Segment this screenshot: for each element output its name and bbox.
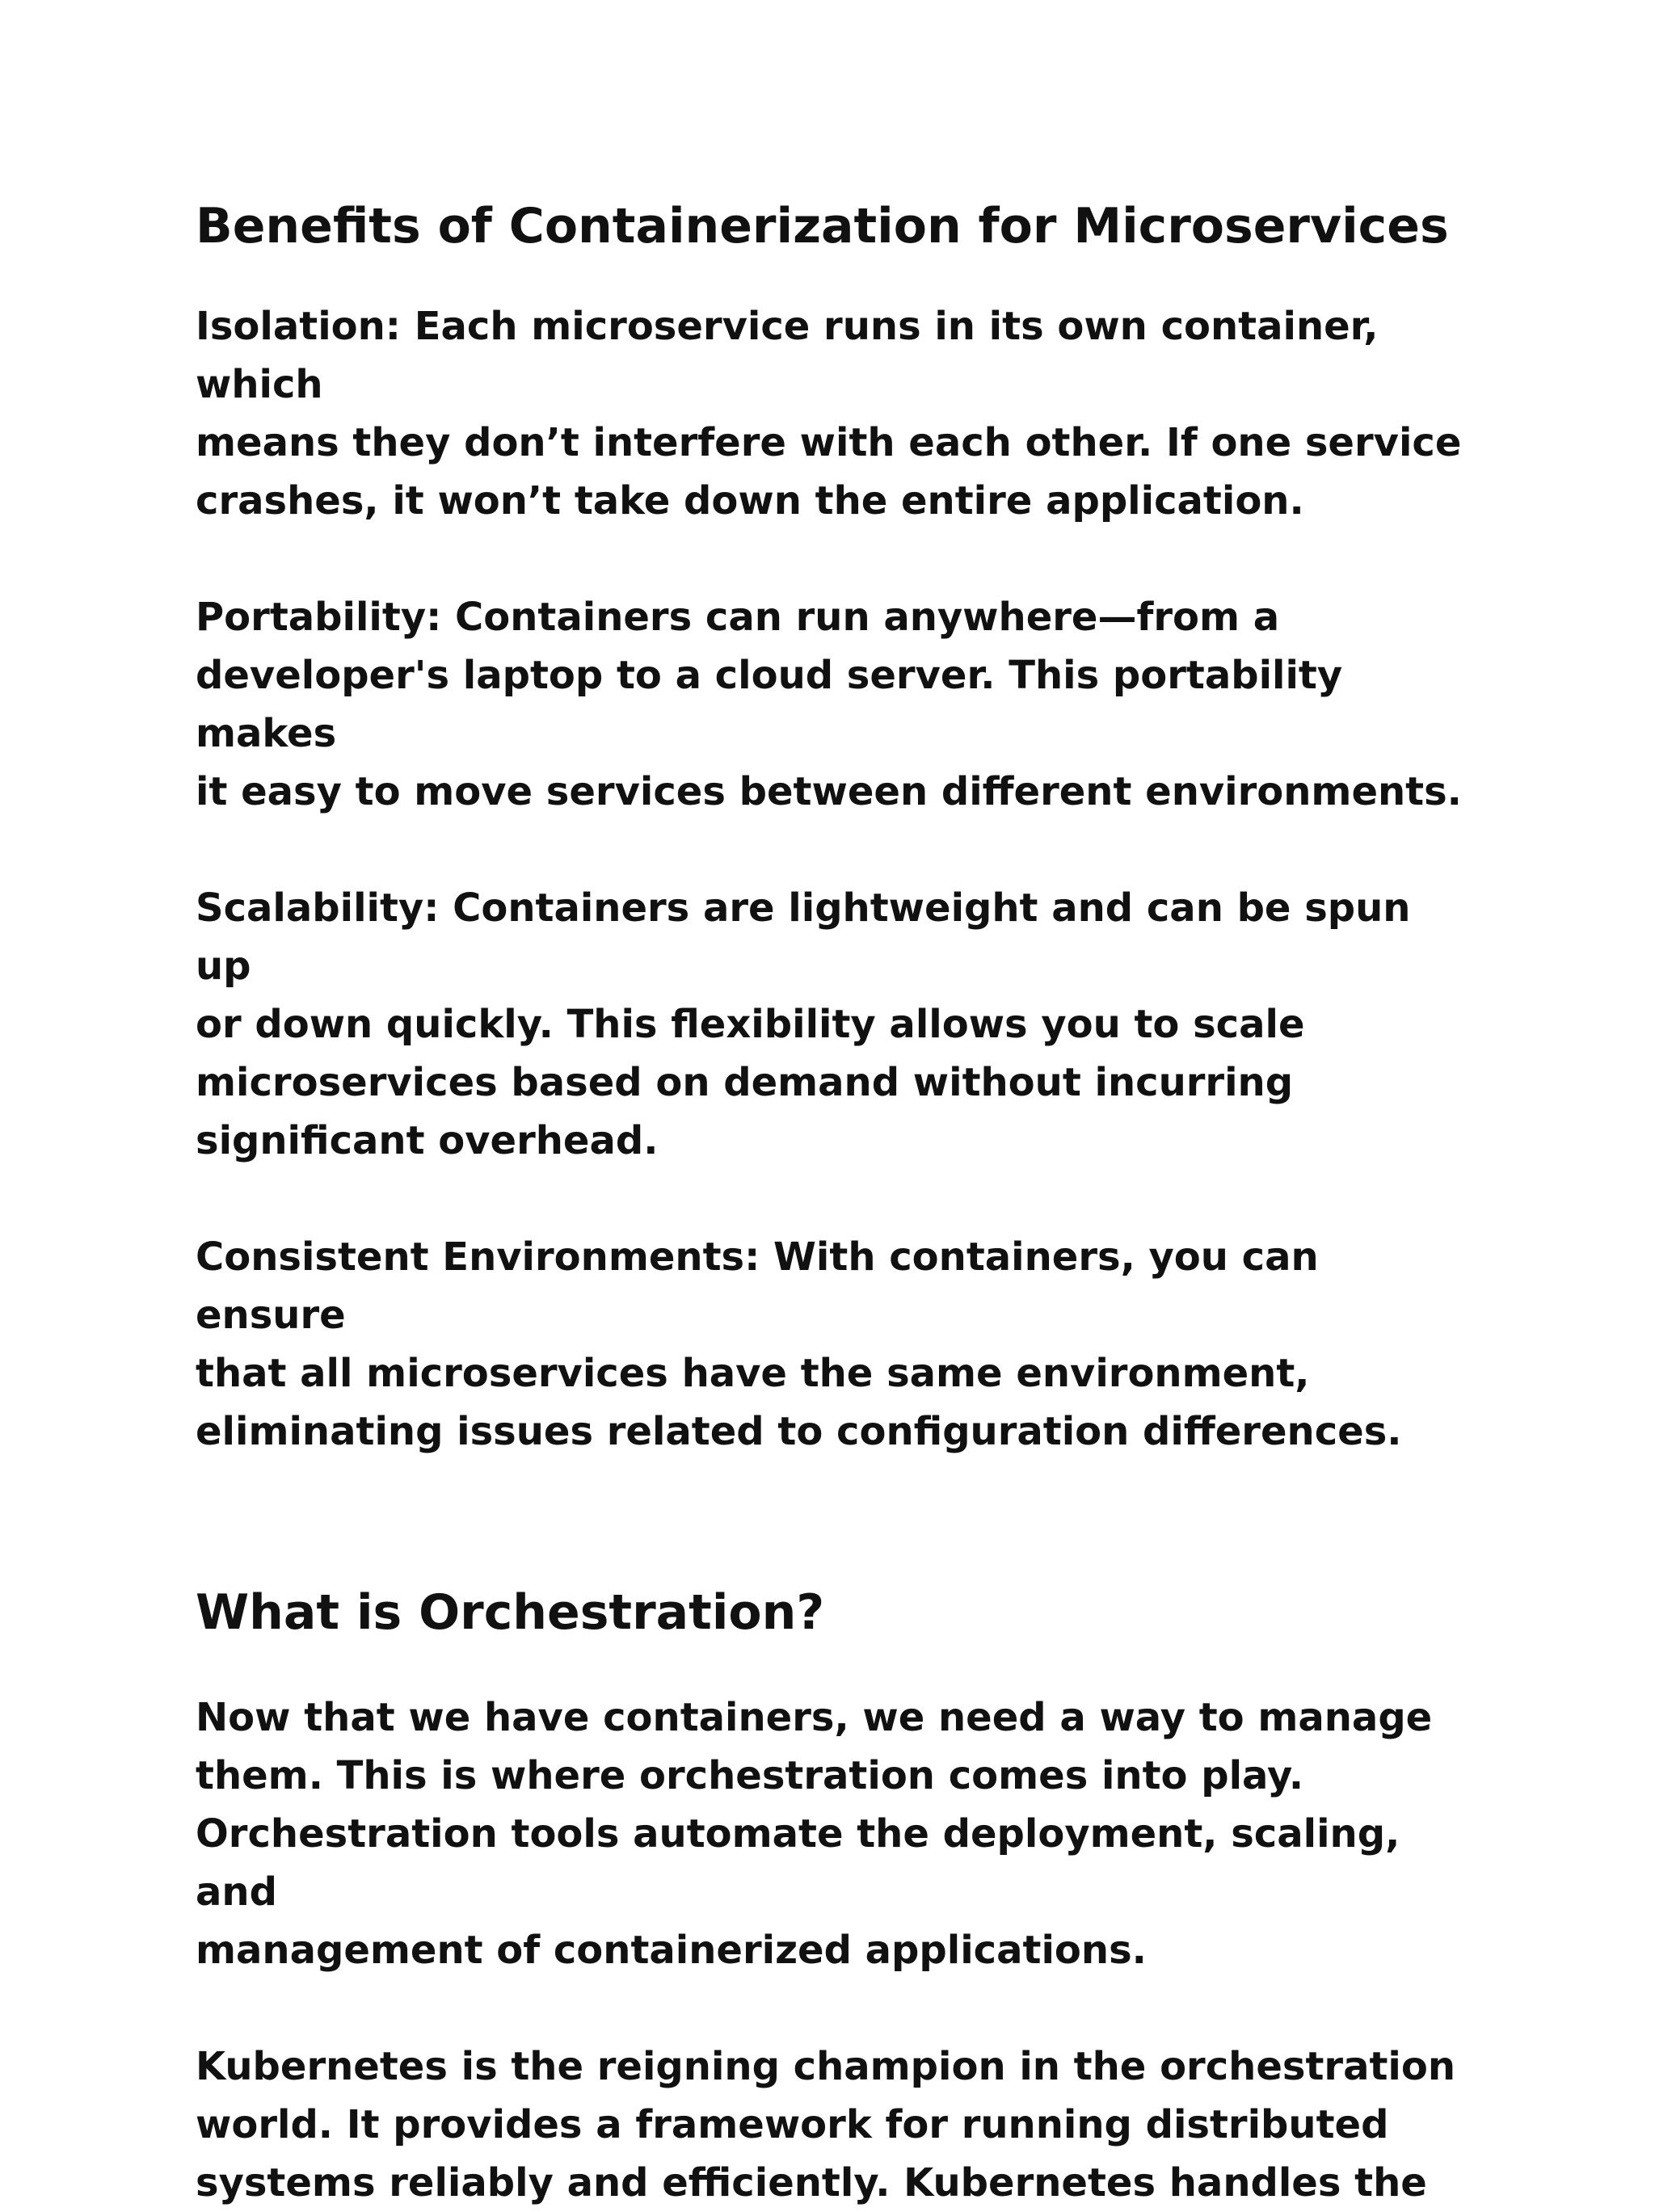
paragraph-scalability: Scalability: Containers are lightweight and can be spun up or down quickly. This flexibility allows you to scale microservices based on demand without incurring significant overhead. [196, 885, 1411, 1163]
paragraph-portability: Portability: Containers can run anywhere—from a developer's laptop to a cloud server. This portability makes it easy to move services between different environments. [196, 595, 1462, 814]
document-page [196, 192, 1472, 2212]
paragraph-orchestration: Now that we have containers, we need a way to manage them. This is where orchestration comes into play. Orchestration tools automate the deployment, scaling, and management of containerized applications. [196, 1695, 1433, 1973]
paragraph-kubernetes: Kubernetes is the reigning champion in the orchestration world. It provides a framework for running distributed systems reliably and efficiently. Kubernetes handles the [196, 2044, 1456, 2206]
paragraph-consistent-environments: Consistent Environments: With containers, you can ensure that all microservices have the same environment, eliminating issues related to configuration differences. [196, 1234, 1402, 1454]
section-heading-orchestration: What is Orchestration? [196, 1584, 825, 1641]
section-heading-containerization-benefits: Benefits of Containerization for Microservices [196, 198, 1449, 254]
paragraph-isolation: Isolation: Each microservice runs in its own container, which means they don’t interfere with each other. If one service crashes, it won’t take down the entire application. [196, 304, 1462, 524]
